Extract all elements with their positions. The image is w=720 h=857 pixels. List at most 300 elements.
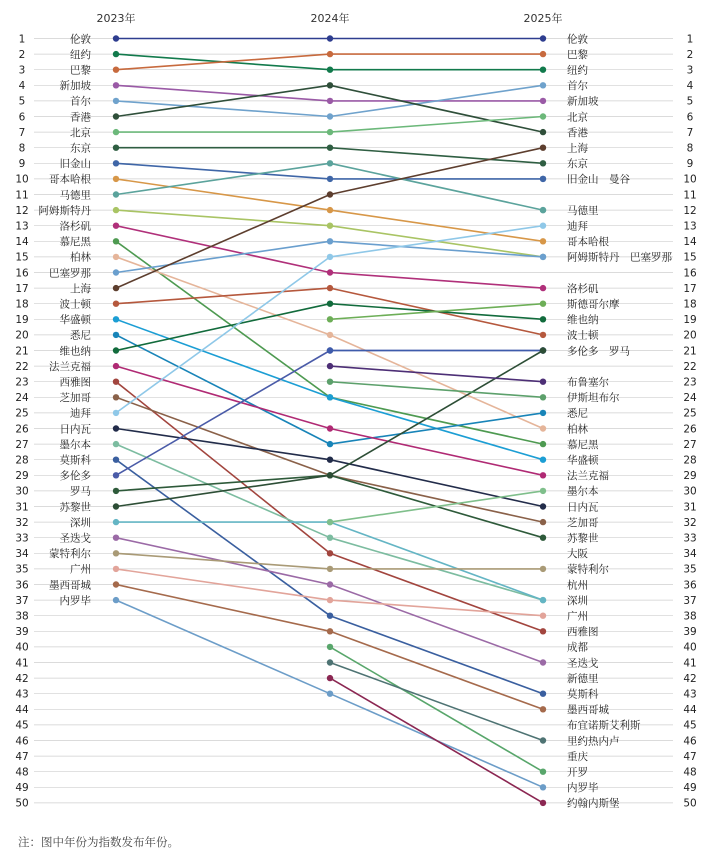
city-label-2023-20: 维也纳 [59,345,91,358]
city-label-2023-4: 首尔 [70,95,91,108]
city-label-2025-14: 洛杉矶 [567,282,599,295]
series-point-24-1 [327,254,333,260]
series-point-7-0 [113,145,119,151]
city-label-2023-21: 法兰克福 [49,360,91,373]
city-label-2025-7: 上海 [567,142,588,155]
series-point-30-1 [327,472,333,478]
rank-left-34: 34 [15,548,29,561]
series-point-15-0 [113,269,119,275]
rank-right-47: 47 [683,750,697,763]
series-point-33-2 [540,566,546,572]
series-point-16-2 [540,145,546,151]
series-point-21-0 [113,363,119,369]
city-label-2023-14: 柏林 [70,251,91,264]
rank-left-43: 43 [15,688,29,701]
end-marker-0 [540,176,546,182]
series-point-19-0 [113,332,119,338]
series-point-33-1 [327,566,333,572]
city-label-2025-34: 广州 [567,610,588,623]
city-label-2023-3: 新加坡 [59,80,91,93]
series-point-5-0 [113,113,119,119]
series-point-34-2 [540,613,546,619]
rank-left-36: 36 [15,579,29,592]
rank-right-38: 38 [683,610,697,623]
rank-right-11: 11 [683,189,697,202]
series-point-9-1 [327,207,333,213]
city-label-2025-44: 开罗 [567,766,588,779]
series-point-1-0 [113,51,119,57]
series-point-6-0 [113,129,119,135]
rank-right-5: 5 [686,95,694,108]
rank-right-19: 19 [683,314,697,327]
series-point-41-2 [540,488,546,494]
city-label-2023-32: 圣迭戈 [59,532,91,545]
rank-left-16: 16 [15,267,29,280]
series-point-0-1 [327,35,333,41]
series-point-39-2 [540,379,546,385]
rank-right-14: 14 [683,236,697,249]
series-point-36-0 [113,597,119,603]
series-point-42-2 [540,769,546,775]
rank-left-8: 8 [18,142,26,155]
city-label-2025-1: 巴黎 [567,48,588,61]
rank-left-17: 17 [15,282,29,295]
rank-right-17: 17 [683,282,697,295]
rank-left-19: 19 [15,314,29,327]
rank-right-46: 46 [683,735,697,748]
rank-right-49: 49 [683,782,697,795]
rank-left-22: 22 [15,360,29,373]
series-point-40-2 [540,394,546,400]
series-point-9-2 [540,238,546,244]
rank-left-28: 28 [15,454,29,467]
city-label-2023-24: 迪拜 [70,407,91,420]
series-point-36-1 [327,691,333,697]
series-point-43-1 [327,659,333,665]
city-label-2025-28: 芝加哥 [567,516,599,529]
series-point-17-0 [113,301,119,307]
series-point-2-0 [113,67,119,73]
city-label-2023-34: 广州 [70,563,91,576]
city-label-2023-30: 苏黎世 [59,501,91,514]
rank-right-48: 48 [683,766,697,779]
series-point-44-1 [327,675,333,681]
series-point-32-0 [113,535,119,541]
rank-left-13: 13 [15,220,29,233]
rank-left-4: 4 [18,80,26,93]
series-point-3-0 [113,82,119,88]
series-point-18-2 [540,457,546,463]
city-label-2023-6: 北京 [70,126,91,139]
rank-right-24: 24 [683,392,697,405]
rank-right-7: 7 [686,126,694,139]
city-label-2025-10: 马德里 [567,204,599,217]
series-point-17-2 [540,332,546,338]
series-point-22-0 [113,379,119,385]
series-point-5-1 [327,82,333,88]
series-point-0-2 [540,35,546,41]
series-point-13-0 [113,238,119,244]
series-point-7-2 [540,160,546,166]
rank-right-42: 42 [683,672,697,685]
rank-left-31: 31 [15,501,29,514]
rank-right-15: 15 [683,251,697,264]
rank-left-44: 44 [15,704,29,717]
rank-right-27: 27 [683,438,697,451]
series-point-19-2 [540,410,546,416]
series-point-33-0 [113,550,119,556]
city-label-2025-6: 香港 [567,126,588,139]
rank-right-37: 37 [683,594,697,607]
city-label-2023-11: 阿姆斯特丹 [38,204,91,217]
city-label-2023-16: 上海 [70,282,91,295]
rank-right-26: 26 [683,423,697,436]
city-label-2023-2: 巴黎 [70,64,91,77]
city-label-2025-40: 墨西哥城 [567,704,609,717]
rank-right-20: 20 [683,329,697,342]
city-label-2023-12: 洛杉矶 [59,220,91,233]
rank-left-12: 12 [15,204,29,217]
rank-left-25: 25 [15,407,29,420]
rank-left-39: 39 [15,626,29,639]
series-point-24-2 [540,223,546,229]
rank-left-33: 33 [15,532,29,545]
series-point-25-0 [113,425,119,431]
rank-right-10: 10 [683,173,697,186]
city-label-2025-38: 新德里 [567,672,599,685]
series-point-10-0 [113,191,119,197]
rank-left-37: 37 [15,594,29,607]
series-line-10 [116,163,543,210]
city-label-2025-18: 多伦多 罗马 [567,345,630,358]
city-label-2025-11: 迪拜 [567,220,588,233]
city-label-2025-46: 约翰内斯堡 [567,797,620,810]
city-label-2023-17: 波士顿 [59,298,91,311]
city-label-2023-26: 墨尔本 [59,438,91,451]
series-point-32-1 [327,581,333,587]
rank-left-2: 2 [18,48,26,61]
city-label-2025-31: 蒙特利尔 [567,563,609,576]
end-marker-1 [540,207,546,213]
series-point-16-0 [113,285,119,291]
city-label-2023-8: 旧金山 [59,158,91,171]
city-label-2025-36: 成都 [567,641,588,654]
rank-right-8: 8 [686,142,694,155]
city-label-2023-7: 东京 [70,142,91,155]
city-label-2025-39: 莫斯科 [567,688,599,701]
rank-right-12: 12 [683,204,697,217]
series-point-39-1 [327,363,333,369]
city-label-2025-4: 新加坡 [567,95,599,108]
series-point-27-1 [327,613,333,619]
city-label-2025-37: 圣迭戈 [567,657,599,670]
city-label-2025-8: 东京 [567,158,588,171]
city-label-2025-29: 苏黎世 [567,532,599,545]
series-point-1-2 [540,67,546,73]
series-point-0-0 [113,35,119,41]
rank-right-45: 45 [683,719,697,732]
rank-left-6: 6 [18,111,26,124]
series-point-29-2 [540,535,546,541]
series-point-17-1 [327,285,333,291]
city-label-2023-10: 马德里 [59,189,91,202]
series-point-26-1 [327,535,333,541]
city-label-2025-23: 慕尼黑 [567,438,599,451]
rank-right-36: 36 [683,579,697,592]
rank-right-28: 28 [683,454,697,467]
rank-left-15: 15 [15,251,29,264]
series-point-21-1 [327,425,333,431]
city-label-2025-25: 法兰克福 [567,470,609,483]
series-line-43 [330,663,543,741]
series-point-23-0 [113,394,119,400]
rank-left-3: 3 [18,64,26,77]
city-label-2025-3: 首尔 [567,80,588,93]
series-point-34-0 [113,566,119,572]
series-point-18-1 [327,394,333,400]
rank-left-18: 18 [15,298,29,311]
series-point-11-0 [113,207,119,213]
series-point-22-1 [327,550,333,556]
rank-left-48: 48 [15,766,29,779]
series-point-27-2 [540,691,546,697]
series-point-25-2 [540,503,546,509]
rank-left-21: 21 [15,345,29,358]
series-line-40 [330,382,543,398]
series-point-4-0 [113,98,119,104]
series-point-20-1 [327,301,333,307]
series-point-12-1 [327,269,333,275]
rank-right-32: 32 [683,516,697,529]
series-point-43-2 [540,737,546,743]
rank-right-6: 6 [686,111,694,124]
city-label-2025-12: 哥本哈根 [567,236,609,249]
year-header-0: 2023年 [96,12,136,25]
series-point-14-2 [540,425,546,431]
rank-left-10: 10 [15,173,29,186]
rank-left-35: 35 [15,563,29,576]
rank-left-47: 47 [15,750,29,763]
series-point-8-0 [113,160,119,166]
city-label-2023-9: 哥本哈根 [49,173,91,186]
rank-left-11: 11 [15,189,29,202]
city-label-2023-31: 深圳 [70,516,91,529]
city-label-2023-15: 巴塞罗那 [49,267,91,280]
rank-right-18: 18 [683,298,697,311]
series-point-12-2 [540,285,546,291]
footnote: 注：图中年份为指数发布年份。 [18,835,179,849]
rank-right-34: 34 [683,548,697,561]
series-point-25-1 [327,457,333,463]
rank-left-49: 49 [15,782,29,795]
series-point-9-0 [113,176,119,182]
rank-left-27: 27 [15,438,29,451]
rank-right-9: 9 [686,158,694,171]
series-point-19-1 [327,441,333,447]
rank-right-41: 41 [683,657,697,670]
series-point-16-1 [327,191,333,197]
series-point-32-2 [540,659,546,665]
series-point-31-2 [540,597,546,603]
rank-left-1: 1 [18,33,26,46]
rank-right-39: 39 [683,626,697,639]
rank-left-50: 50 [15,797,29,810]
series-point-27-0 [113,457,119,463]
year-header-2: 2025年 [523,12,563,25]
rank-left-5: 5 [18,95,26,108]
city-label-2025-43: 重庆 [567,750,588,763]
rank-right-23: 23 [683,376,697,389]
series-point-20-0 [113,347,119,353]
series-point-18-0 [113,316,119,322]
city-label-2025-42: 里约热内卢 [567,735,620,748]
city-label-2023-27: 莫斯科 [59,454,91,467]
rank-right-25: 25 [683,407,697,420]
city-label-2025-26: 墨尔本 [567,485,599,498]
city-label-2025-20: 伊斯坦布尔 [567,392,620,405]
rank-left-45: 45 [15,719,29,732]
rank-right-31: 31 [683,501,697,514]
city-label-2025-9: 旧金山 曼谷 [567,173,630,186]
rank-left-20: 20 [15,329,29,342]
rank-right-2: 2 [686,48,694,61]
series-point-23-2 [540,519,546,525]
series-point-14-0 [113,254,119,260]
series-point-31-0 [113,519,119,525]
city-label-2025-2: 纽约 [567,64,588,77]
city-label-2023-33: 蒙特利尔 [49,548,91,561]
rank-left-38: 38 [15,610,29,623]
series-point-41-1 [327,519,333,525]
series-point-10-1 [327,160,333,166]
year-header-1: 2024年 [310,12,350,25]
series-point-42-1 [327,644,333,650]
series-point-12-0 [113,223,119,229]
city-label-2023-0: 伦敦 [70,33,91,46]
series-point-1-1 [327,67,333,73]
series-point-22-2 [540,628,546,634]
city-label-2025-19: 布鲁塞尔 [567,376,609,389]
rank-right-43: 43 [683,688,697,701]
city-label-2023-19: 悉尼 [70,329,91,342]
series-point-34-1 [327,597,333,603]
series-point-30-0 [113,503,119,509]
series-point-37-2 [540,301,546,307]
series-point-35-0 [113,581,119,587]
series-point-24-0 [113,410,119,416]
rank-right-4: 4 [686,80,694,93]
city-label-2023-29: 罗马 [70,485,91,498]
rank-right-29: 29 [683,470,697,483]
city-label-2025-16: 维也纳 [567,314,599,327]
city-label-2023-35: 墨西哥城 [49,579,91,592]
series-point-35-2 [540,706,546,712]
series-point-21-2 [540,472,546,478]
series-point-4-2 [540,82,546,88]
series-point-11-1 [327,223,333,229]
series-point-29-0 [113,488,119,494]
series-point-36-2 [540,784,546,790]
rank-left-14: 14 [15,236,29,249]
series-point-3-2 [540,98,546,104]
rank-left-30: 30 [15,485,29,498]
rank-right-3: 3 [686,64,694,77]
rank-right-13: 13 [683,220,697,233]
series-line-11 [116,210,543,257]
city-label-2025-27: 日内瓦 [567,501,599,514]
rank-left-42: 42 [15,672,29,685]
rank-right-22: 22 [683,360,697,373]
rank-right-30: 30 [683,485,697,498]
rank-left-40: 40 [15,641,29,654]
rank-right-16: 16 [683,267,697,280]
city-label-2023-23: 芝加哥 [59,392,91,405]
city-label-2025-32: 杭州 [567,579,588,592]
series-point-13-2 [540,441,546,447]
rank-right-40: 40 [683,641,697,654]
rank-right-33: 33 [683,532,697,545]
series-point-14-1 [327,332,333,338]
city-label-2025-13: 阿姆斯特丹 巴塞罗那 [567,251,672,264]
city-label-2023-5: 香港 [70,111,91,124]
city-label-2025-30: 大阪 [567,548,588,561]
series-point-6-1 [327,129,333,135]
series-line-5 [116,85,543,132]
end-marker-2 [540,254,546,260]
rank-left-23: 23 [15,376,29,389]
city-label-2025-22: 柏林 [567,423,588,436]
city-label-2025-0: 伦敦 [567,33,588,46]
series-point-5-2 [540,129,546,135]
city-label-2025-17: 波士顿 [567,329,599,342]
rank-right-21: 21 [683,345,697,358]
series-point-37-1 [327,316,333,322]
rank-right-1: 1 [686,33,694,46]
series-point-15-1 [327,238,333,244]
series-line-31 [116,522,543,600]
city-label-2023-25: 日内瓦 [59,423,91,436]
series-point-7-1 [327,145,333,151]
city-label-2023-22: 西雅图 [59,376,91,389]
rank-left-9: 9 [18,158,26,171]
rank-left-41: 41 [15,657,29,670]
city-label-2025-33: 深圳 [567,594,588,607]
series-point-2-1 [327,51,333,57]
city-label-2025-5: 北京 [567,111,588,124]
series-point-3-1 [327,98,333,104]
city-label-2023-36: 内罗毕 [59,594,91,607]
city-label-2025-15: 斯德哥尔摩 [567,298,620,311]
series-point-2-2 [540,51,546,57]
city-label-2023-13: 慕尼黑 [59,236,91,249]
series-point-20-2 [540,316,546,322]
rank-left-26: 26 [15,423,29,436]
city-label-2025-45: 内罗毕 [567,782,599,795]
city-label-2023-28: 多伦多 [59,470,91,483]
series-point-8-1 [327,176,333,182]
end-marker-3 [540,347,546,353]
city-label-2025-21: 悉尼 [567,407,588,420]
rank-left-32: 32 [15,516,29,529]
rank-left-7: 7 [18,126,26,139]
city-label-2023-1: 纽约 [70,48,91,61]
series-point-28-0 [113,472,119,478]
rank-right-44: 44 [683,704,697,717]
series-point-35-1 [327,628,333,634]
series-point-26-0 [113,441,119,447]
series-line-17 [116,288,543,335]
series-point-40-1 [327,379,333,385]
